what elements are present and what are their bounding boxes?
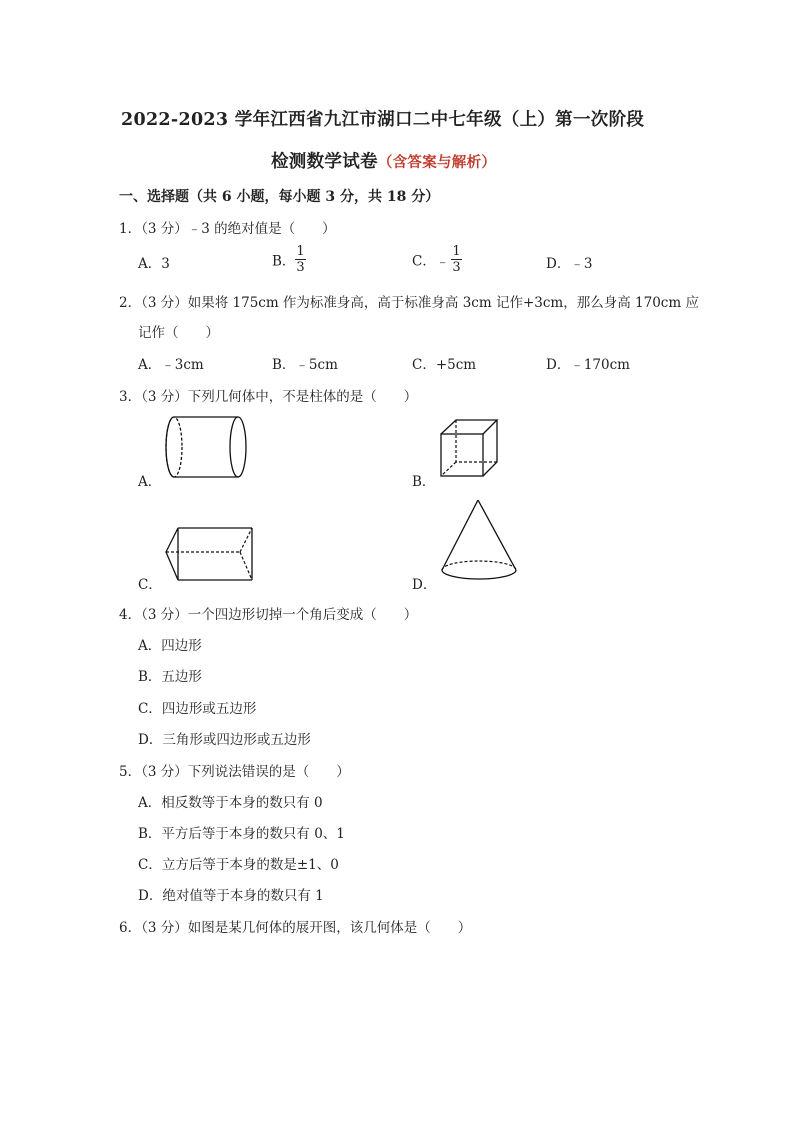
option-label: B． xyxy=(272,253,296,270)
section-heading: 一、选择题（共 6 小题，每小题 3 分，共 18 分） xyxy=(119,189,440,205)
prism-hidden-top xyxy=(240,528,252,552)
cylinder-icon xyxy=(160,414,252,482)
page-title-line1: 2022-2023 学年江西省九江市湖口二中七年级（上）第一次阶段 xyxy=(121,110,645,130)
fraction-numerator: 1 xyxy=(452,244,461,259)
prism-left-face xyxy=(166,528,178,580)
option-label: A． xyxy=(138,256,162,272)
prism-hidden-bottom xyxy=(240,552,252,580)
question-4-option-d[interactable]: D．三角形或四边形或五边形 xyxy=(138,732,311,748)
fraction-denominator: 3 xyxy=(452,260,461,275)
cone-base-front xyxy=(442,570,516,579)
cone-base-back xyxy=(442,561,516,570)
minus-sign: ﹣ xyxy=(435,253,450,270)
question-5-option-b[interactable]: B．平方后等于本身的数只有 0、1 xyxy=(138,826,345,842)
option-value: ﹣3 xyxy=(570,256,593,272)
fraction xyxy=(295,244,305,275)
question-2-option-d[interactable]: D．﹣170cm xyxy=(546,357,630,373)
question-4-option-b[interactable]: B．五边形 xyxy=(138,669,202,685)
question-1-stem: 1．（3 分）﹣3 的绝对值是（ ） xyxy=(119,221,336,237)
option-label: D． xyxy=(546,256,571,272)
question-3-option-d[interactable]: D． xyxy=(412,577,437,593)
option-label: C． xyxy=(412,253,436,270)
question-4-option-c[interactable]: C．四边形或五边形 xyxy=(138,701,257,717)
question-1-option-a[interactable] xyxy=(138,252,170,272)
question-3-option-b[interactable]: B． xyxy=(412,474,436,490)
question-2-option-b[interactable]: B．﹣5cm xyxy=(272,357,338,373)
question-2-stem-line1: 2．（3 分）如果将 175cm 作为标准身高，高于标准身高 3cm 记作+3cm，那么身高 170cm 应 xyxy=(119,295,699,311)
question-4-option-a[interactable]: A．四边形 xyxy=(138,638,202,654)
question-5-stem: 5．（3 分）下列说法错误的是（ ） xyxy=(119,764,350,780)
cone-left-slant xyxy=(442,500,478,570)
cone-icon xyxy=(440,498,520,584)
question-3-option-c[interactable]: C． xyxy=(138,577,162,593)
cylinder-left-front xyxy=(166,417,174,477)
page-title-main: 检测数学试卷 xyxy=(271,152,378,172)
cube-right-face xyxy=(483,420,497,476)
cube-top-face xyxy=(441,420,497,434)
question-5-option-c[interactable]: C．立方后等于本身的数是±1、0 xyxy=(138,857,339,873)
question-6-stem: 6．（3 分）如图是某几何体的展开图，该几何体是（ ） xyxy=(119,920,472,936)
fraction-numerator: 1 xyxy=(296,244,305,259)
page-title-line2 xyxy=(271,148,496,173)
cylinder-right-face xyxy=(230,417,246,477)
question-2-stem-line2: 记作（ ） xyxy=(138,325,219,341)
question-3-stem: 3．（3 分）下列几何体中，不是柱体的是（ ） xyxy=(119,389,418,405)
triangular-prism-icon xyxy=(164,526,256,582)
cube-icon xyxy=(440,418,500,480)
title-suffix-badge: （含答案与解析） xyxy=(377,154,497,171)
question-1-option-c[interactable] xyxy=(412,244,462,275)
question-4-stem: 4．（3 分）一个四边形切掉一个角后变成（ ） xyxy=(119,607,418,623)
question-1-option-b[interactable] xyxy=(272,244,306,275)
cube-hidden-diagonal xyxy=(441,462,456,476)
question-2-option-a[interactable]: A．﹣3cm xyxy=(138,357,204,373)
fraction xyxy=(451,244,461,275)
fraction-denominator: 3 xyxy=(296,260,305,275)
question-3-option-a[interactable]: A． xyxy=(138,474,162,490)
question-2-option-c[interactable]: C．+5cm xyxy=(412,357,477,373)
question-1-option-d[interactable] xyxy=(546,252,592,272)
cone-right-slant xyxy=(478,500,516,570)
option-value: 3 xyxy=(161,256,170,272)
question-5-option-a[interactable]: A．相反数等于本身的数只有 0 xyxy=(138,795,323,811)
question-5-option-d[interactable]: D．绝对值等于本身的数只有 1 xyxy=(138,888,324,904)
